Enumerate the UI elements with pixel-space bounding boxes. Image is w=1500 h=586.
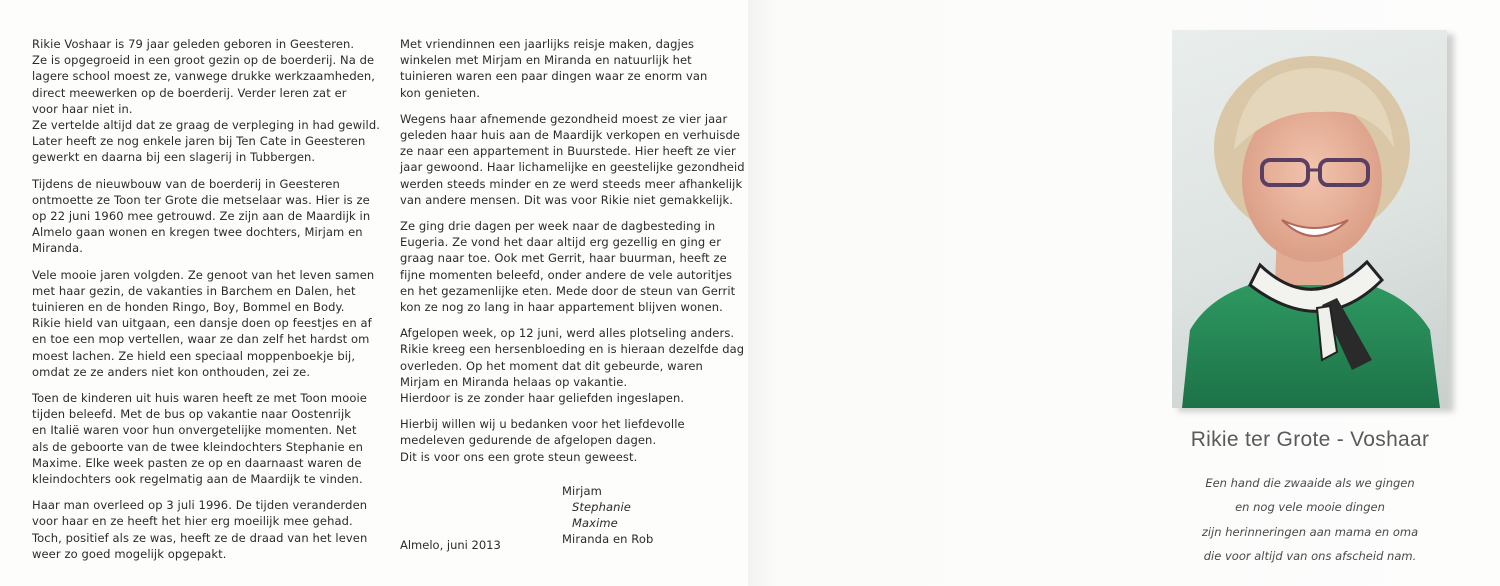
- text-line: Ze ging drie dagen per week naar de dagbesteding in: [400, 219, 716, 234]
- signature-maxime: Maxime: [572, 516, 618, 531]
- poem-line: Een hand die zwaaide als we gingen: [1205, 476, 1415, 490]
- text-line: graag naar toe. Ook met Gerrit, haar buurman, heeft ze: [400, 251, 727, 266]
- text-line: gewerkt en daarna bij een slagerij in Tubbergen.: [32, 150, 316, 165]
- text-line: ze naar een appartement in Buurstede. Hier heeft ze vier: [400, 144, 736, 159]
- text-line: jaar gewoond. Haar lichamelijke en geestelijke gezondheid: [400, 160, 745, 175]
- text-line: Met vriendinnen een jaarlijks reisje maken, dagjes: [400, 37, 695, 51]
- paragraph: [400, 36, 730, 101]
- text-line: Vele mooie jaren volgden. Ze genoot van het leven samen: [32, 267, 375, 282]
- text-line: en het gezamenlijke eten. Mede door de steun van Gerrit: [400, 283, 736, 298]
- text-line: kon ze nog zo lang in haar appartement blijven wonen.: [400, 300, 723, 315]
- text-line: Hierdoor is ze zonder haar geliefden ingeslapen.: [400, 391, 685, 406]
- text-line: Rikie kreeg een hersenbloeding en is hieraan dezelfde dag: [400, 342, 745, 357]
- text-line: lagere school moest ze, vanwege drukke werkzaamheden,: [32, 69, 376, 84]
- text-line: Ze vertelde altijd dat ze graag de verpleging in had gewild.: [32, 118, 380, 133]
- text-line: als de geboorte van de twee kleindochters Stephanie en: [32, 439, 363, 454]
- place-date: Almelo, juni 2013: [400, 538, 501, 552]
- text-line: ontmoette ze Toon ter Grote die metselaar was. Hier is ze: [32, 192, 370, 207]
- text-line: kon genieten.: [400, 85, 480, 100]
- text-line: Later heeft ze nog enkele jaren bij Ten Cate in Geesteren: [32, 134, 366, 149]
- text-line: omdat ze ze anders niet kon onthouden, zei ze.: [32, 364, 311, 379]
- signature-mirjam: Mirjam: [562, 483, 602, 498]
- text-line: Toch, positief als ze was, heeft ze de draad van het leven: [32, 530, 368, 545]
- text-line: Haar man overleed op 3 juli 1996. De tijden veranderden: [32, 498, 368, 513]
- signature-stephanie: Stephanie: [572, 500, 631, 515]
- portrait-photo: [1172, 30, 1447, 408]
- poem-line: die voor altijd van ons afscheid nam.: [1203, 548, 1417, 563]
- text-line: en Italië waren voor hun onvergetelijke momenten. Net: [32, 423, 357, 438]
- text-line: voor haar niet in.: [32, 101, 133, 116]
- text-line: van andere mensen. Dit was voor Rikie niet gemakkelijk.: [400, 192, 734, 207]
- deceased-name: Rikie ter Grote - Voshaar: [1190, 428, 1430, 451]
- text-line: Rikie Voshaar is 79 jaar geleden geboren in Geesteren.: [32, 37, 355, 51]
- text-line: tuinieren en de honden Ringo, Boy, Bommel en Body.: [32, 300, 345, 315]
- text-line: Afgelopen week, op 12 juni, werd alles plotseling anders.: [400, 326, 735, 341]
- portrait-illustration: [1172, 30, 1447, 408]
- paragraph: [32, 36, 380, 166]
- text-line: tijden beleefd. Met de bus op vakantie naar Oostenrijk: [32, 407, 351, 422]
- text-line: Ze is opgegroeid in een groot gezin op de boerderij. Na de: [32, 53, 375, 68]
- paragraph: [400, 111, 745, 208]
- text-line: geleden haar huis aan de Maardijk verkopen en verhuisde: [400, 128, 741, 143]
- text-line: Toen de kinderen uit huis waren heeft ze met Toon mooie: [32, 391, 367, 406]
- text-line: voor haar en ze heeft het hier erg moeilijk mee gehad.: [32, 514, 353, 529]
- text-line: overleden. Op het moment dat dit gebeurde, waren: [400, 358, 703, 373]
- text-line: en toe een mop vertellen, waar ze dan zelf het hardst om: [32, 332, 370, 347]
- text-line: direct meewerken op de boerderij. Verder leren zat er: [32, 85, 347, 100]
- text-line: tuinieren waren een paar dingen waar ze enorm van: [400, 69, 708, 84]
- signature-miranda-rob: Miranda en Rob: [562, 532, 654, 547]
- poem-line: zijn herinneringen aan mama en oma: [1201, 524, 1419, 539]
- text-line: fijne momenten beleefd, onder andere de vele autoritjes: [400, 267, 733, 282]
- text-line: kleindochters ook regelmatig aan de Maardijk te vinden.: [32, 472, 363, 487]
- text-line: Mirjam en Miranda helaas op vakantie.: [400, 374, 628, 389]
- paragraph: [400, 325, 745, 406]
- text-line: Wegens haar afnemende gezondheid moest ze vier jaar: [400, 111, 728, 126]
- text-line: Maxime. Elke week pasten ze op en daarnaast waren de: [32, 455, 362, 470]
- paragraph: [32, 267, 375, 380]
- memorial-poem: [1160, 471, 1460, 568]
- text-line: Rikie hield van uitgaan, een dansje doen op feestjes en af: [32, 316, 372, 331]
- text-column-middle: [400, 36, 745, 548]
- text-line: weer zo goed mogelijk opgepakt.: [32, 546, 227, 561]
- text-line: Almelo gaan wonen en kregen twee dochters, Mirjam en: [32, 225, 363, 240]
- text-line: Miranda.: [32, 241, 83, 256]
- text-line: moest lachen. Ze hield een speciaal moppenboekje bij,: [32, 348, 356, 363]
- text-line: op 22 juni 1960 mee getrouwd. Ze zijn aan de Maardijk in: [32, 209, 371, 224]
- text-line: werden steeds minder en ze werd steeds meer afhankelijk: [400, 176, 743, 191]
- text-line: Eugeria. Ze vond het daar altijd erg gezellig en ging er: [400, 235, 722, 250]
- text-column-left: [32, 36, 380, 572]
- text-line: Tijdens de nieuwbouw van de boerderij in Geesteren: [32, 176, 340, 191]
- text-line: Hierbij willen wij u bedanken voor het liefdevolle: [400, 417, 685, 432]
- paragraph: [32, 390, 367, 487]
- paragraph: [400, 218, 736, 315]
- text-line: Dit is voor ons een grote steun geweest.: [400, 449, 638, 464]
- paragraph: [400, 416, 730, 465]
- text-line: medeleven gedurende de afgelopen dagen.: [400, 433, 657, 448]
- paragraph: [32, 176, 371, 257]
- text-line: met haar gezin, de vakanties in Barchem en Dalen, het: [32, 283, 356, 298]
- text-line: winkelen met Mirjam en Miranda en natuurlijk het: [400, 53, 692, 68]
- paragraph: [32, 497, 368, 562]
- poem-line: en nog vele mooie dingen: [1235, 500, 1385, 515]
